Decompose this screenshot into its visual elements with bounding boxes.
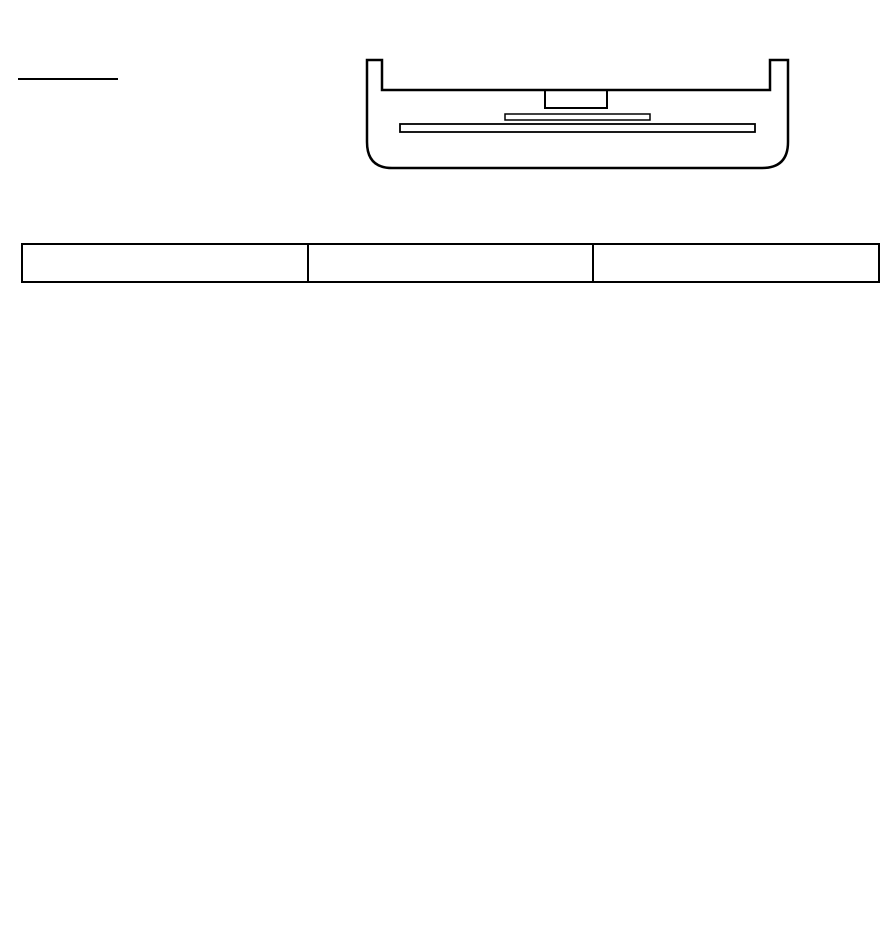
- header-circuit-function: [593, 244, 879, 282]
- connector-key-lower: [400, 124, 755, 132]
- connector-key-upper: [505, 114, 650, 120]
- table-header-row: [22, 244, 879, 282]
- connector-id-underline: [18, 78, 118, 80]
- connector-face-diagram: [330, 50, 830, 180]
- header-circuit: [308, 244, 594, 282]
- pinout-table: [21, 243, 880, 918]
- connector-latch: [545, 90, 607, 108]
- header-pin: [22, 244, 308, 282]
